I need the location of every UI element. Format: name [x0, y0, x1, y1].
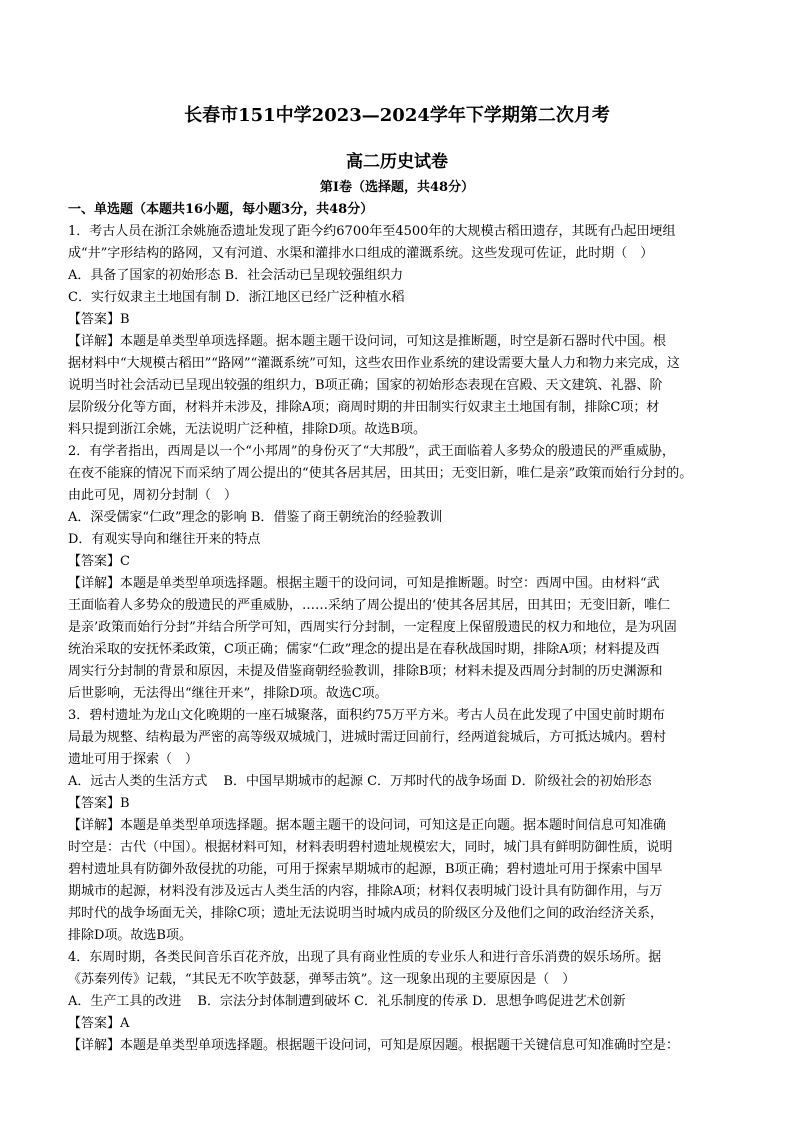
detail-line: 统治采取的安抚怀柔政策，C项正确；儒家“仁政”理念的提出是在春秋战国时期，排除A项；材料提及西 [68, 642, 660, 657]
question-option-line: A．具备了国家的初始形态 B．社会活动已呈现较强组织力 [68, 268, 404, 283]
detail-line: 王面临着人多势众的殷遗民的严重威胁，……采纳了周公提出的‘使其各居其居，田其田；无变旧新，唯仁 [68, 598, 671, 613]
detail-line: 碧村遗址具有防御外敌侵扰的功能，可用于探索早期城市的起源，B项正确；碧村遗址可用于探索中国早 [68, 862, 663, 877]
exam-content [68, 199, 738, 1057]
detail-line: 期城市的起源，材料没有涉及远古人类生活的内容，排除A项；材料仅表明城门设计具有防御作用，与万 [68, 884, 663, 899]
option-bcd: B．宗法分封体制遭到破坏 C．礼乐制度的传承 D．思想争鸣促进艺术创新 [197, 994, 626, 1009]
detail-line: 【详解】本题是单类型单项选择题。据本题主题干设问词，可知这是推断题，时空是新石器时代中国。根 [68, 334, 667, 349]
question-2 [68, 441, 738, 705]
detail-line: 后世影响，无法得出“继往开来”，排除D项。故选C项。 [68, 686, 388, 701]
question-option-line: A．深受儒家“仁政”理念的影响 B．借鉴了商王朝统治的经验教训 [68, 510, 443, 525]
question-stem-line: 《苏秦列传》记载，“其民无不吹竽鼓瑟，弹琴击筑”。这一现象出现的主要原因是（ ） [68, 972, 576, 987]
question-stem-line: 在夜不能寐的情况下而采纳了周公提出的“使其各居其居，田其田；无变旧新，唯仁是亲”政策而始行分封的。 [68, 466, 693, 481]
detail-line: 是亲’政策而始行分封”并结合所学可知，西周实行分封制，一定程度上保留殷遗民的权力和地位，是为巩固 [68, 620, 677, 635]
detail-line: 【详解】本题是单类型单项选择题。根据主题干的设问词，可知是推断题。时空：西周中国。由材料“武 [68, 576, 660, 591]
detail-line: 【详解】本题是单类型单项选择题。据本题主题干的设问词，可知这是正向题。据本题时间信息可知准确 [68, 818, 667, 833]
option-a: A．生产工具的改进 [68, 994, 182, 1009]
question-3 [68, 705, 738, 947]
question-stem-line: 遗址可用于探索（ ） [68, 752, 199, 767]
exam-subtitle: 高二历史试卷 [346, 152, 448, 172]
detail-line: 邦时代的战争场面无关，排除C项；遗址无法说明当时城内成员的阶级区分及他们之间的政治经济关系， [68, 906, 663, 921]
option-a: A．远古人类的生活方式 [68, 774, 208, 789]
question-option-line [68, 991, 738, 1013]
detail-line: 说明当时社会活动已呈现出较强的组织力，B项正确；国家的初始形态表现在宫殿、天文建筑、礼器、阶 [68, 378, 663, 393]
answer-line: 【答案】B [68, 796, 130, 811]
question-option-line: C．实行奴隶主土地国有制 D．浙江地区已经广泛种植水稻 [68, 290, 405, 305]
question-1 [68, 221, 738, 441]
question-stem-line: 由此可见，周初分封制（ ） [68, 488, 238, 503]
detail-line: 排除D项。故选B项。 [68, 928, 192, 943]
option-c: D．有观实导向和继往开来的特点 [68, 532, 261, 547]
detail-line: 周实行分封制的背景和原因，未提及借鉴商朝经验教训，排除B项；材料未提及西周分封制的历史渊源和 [68, 664, 663, 679]
question-stem-line: 成“井”字形结构的路网，又有河道、水渠和灌排水口组成的灌溉系统。这些发现可佐证，此时期（ ） [68, 246, 654, 261]
answer-line: 【答案】B [68, 312, 130, 327]
exam-title: 长春市151中学2023—2024学年下学期第二次月考 [184, 105, 610, 126]
section-heading: 一、单选题（本题共16小题，每小题3分，共48分） [68, 202, 374, 217]
question-stem-line: 4．东周时期，各类民间音乐百花齐放，出现了具有商业性质的专业乐人和进行音乐消费的娱乐场所。据 [68, 950, 662, 965]
question-stem-line: 2．有学者指出，西周是以一个“小邦周”的身份灭了“大邦殷”，武王面临着人多势众的殷遗民的严重威胁， [68, 444, 675, 459]
detail-line: 据材料中“大规模古稻田”“路网”“灌溉系统”可知，这些农田作业系统的建设需要大量人力和物力来完成，这 [68, 356, 680, 371]
question-4 [68, 947, 738, 1057]
question-stem-line: 局最为规整、结构最为严密的高等级双城城门，进城时需迂回前行，经两道瓮城后，方可抵达城内。碧村 [68, 730, 667, 745]
detail-line: 料只提到浙江余姚，无法说明广泛种植，排除D项。故选B项。 [68, 422, 426, 437]
answer-line: 【答案】A [68, 1016, 130, 1031]
question-option-line [68, 771, 738, 793]
detail-line: 【详解】本题是单类型单项选择题。根据题干设问词，可知是原因题。根据题干关键信息可知准确时空是： [68, 1038, 680, 1053]
question-stem-line: 1．考古人员在浙江余姚施岙遗址发现了距今约6700年至4500年的大规模古稻田遗存，其既有凸起田埂组 [68, 224, 676, 239]
question-stem-line: 3．碧村遗址为龙山文化晚期的一座石城聚落，面积约75万平方米。考古人员在此发现了中国史前时期布 [68, 708, 665, 723]
question-option-line [68, 529, 738, 551]
answer-line: 【答案】C [68, 554, 130, 569]
detail-line: 层阶级分化等方面，材料并未涉及，排除A项；商周时期的井田制实行奴隶主土地国有制，排除C项；材 [68, 400, 660, 415]
detail-line: 时空是：古代（中国）。根据材料可知，材料表明碧村遗址规模宏大，同时，城门具有鲜明防御性质，说明 [68, 840, 673, 855]
option-bcd: B．中国早期城市的起源 C．万邦时代的战争场面 D．阶级社会的初始形态 [223, 774, 652, 789]
volume-heading: 第Ⅰ卷（选择题，共48分） [319, 180, 475, 195]
